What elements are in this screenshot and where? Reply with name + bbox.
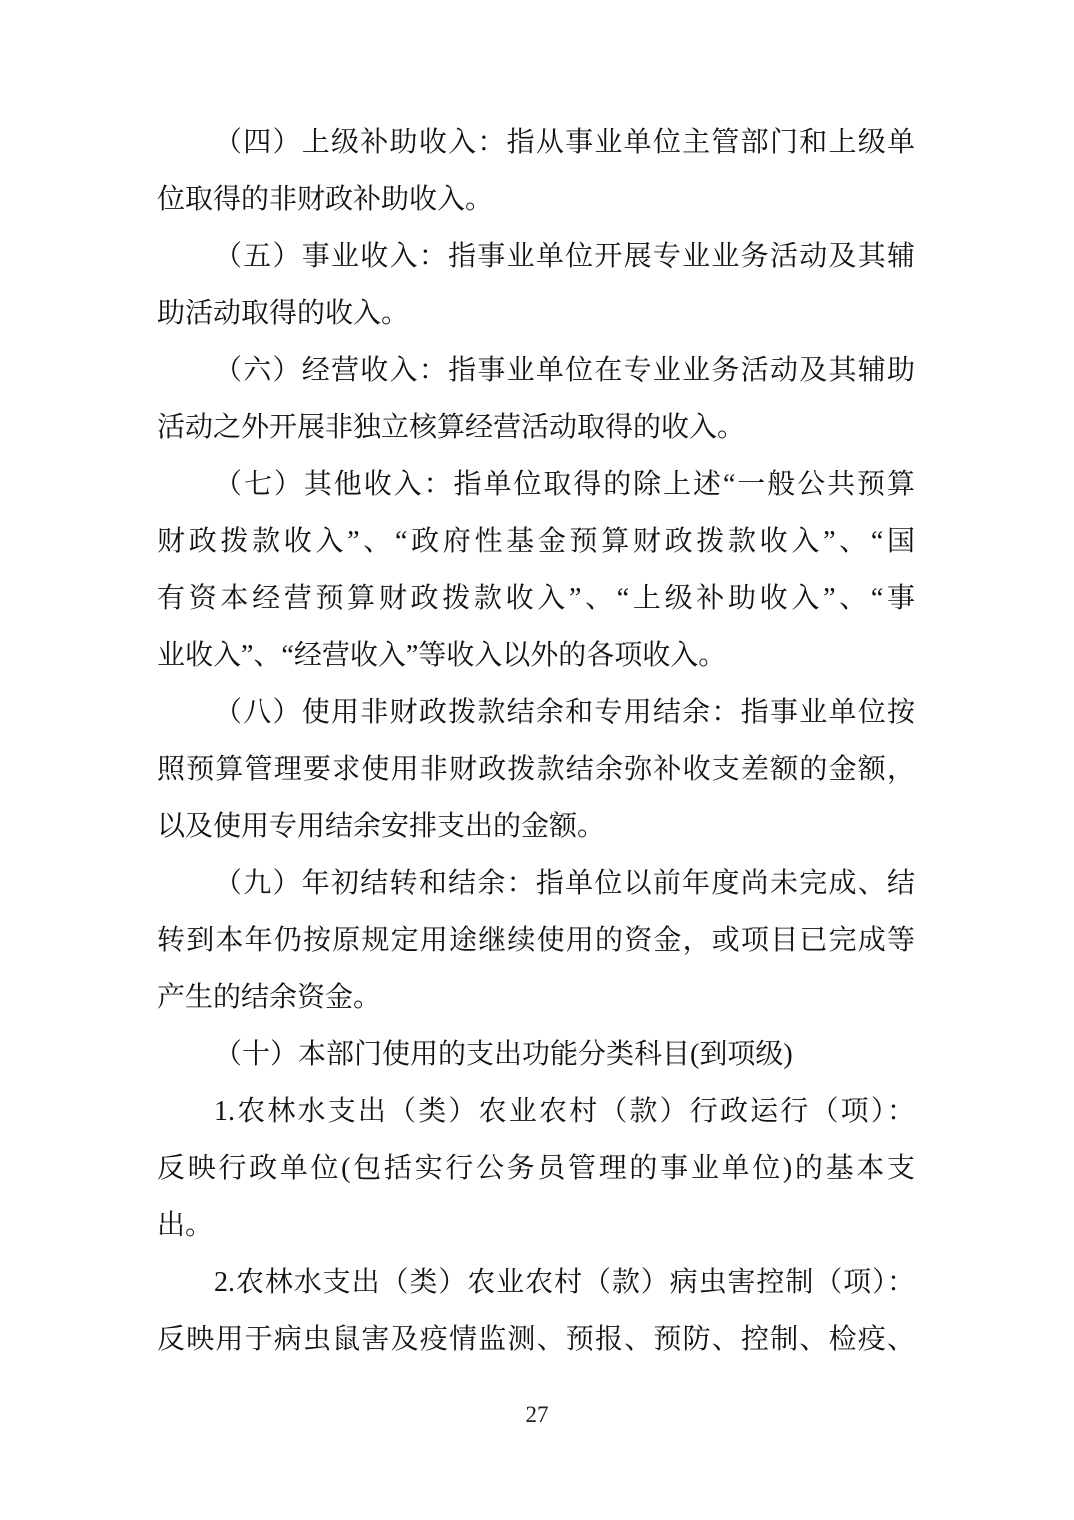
text-line: 反映行政单位(包括实行公务员管理的事业单位)的基本支 bbox=[157, 1153, 915, 1184]
text-line: 助活动取得的收入。 bbox=[157, 298, 410, 329]
text-line: （八）使用非财政拨款结余和专用结余：指事业单位按 bbox=[214, 697, 915, 728]
page-footer bbox=[0, 1402, 1074, 1428]
text-line: 有资本经营预算财政拨款收入”、“上级补助收入”、“事 bbox=[157, 583, 915, 614]
text-line: 业收入”、“经营收入”等收入以外的各项收入。 bbox=[157, 640, 727, 671]
text-line: 反映用于病虫鼠害及疫情监测、预报、预防、控制、检疫、 bbox=[157, 1324, 915, 1355]
text-line: 照预算管理要求使用非财政拨款结余弥补收支差额的金额， bbox=[157, 754, 915, 785]
text-line: （七）其他收入：指单位取得的除上述“一般公共预算 bbox=[214, 469, 915, 500]
text-line: （九）年初结转和结余：指单位以前年度尚未完成、结 bbox=[214, 868, 915, 899]
text-line: 转到本年仍按原规定用途继续使用的资金，或项目已完成等 bbox=[157, 925, 915, 956]
text-line: 位取得的非财政补助收入。 bbox=[157, 184, 494, 215]
text-line: 以及使用专用结余安排支出的金额。 bbox=[157, 811, 606, 842]
text-line: （五）事业收入：指事业单位开展专业业务活动及其辅 bbox=[214, 241, 915, 272]
text-line: （六）经营收入：指事业单位在专业业务活动及其辅助 bbox=[214, 355, 915, 386]
text-line: 活动之外开展非独立核算经营活动取得的收入。 bbox=[157, 412, 746, 443]
text-line: （四）上级补助收入：指从事业单位主管部门和上级单 bbox=[214, 127, 915, 158]
page-number: 27 bbox=[525, 1402, 549, 1427]
document-body bbox=[157, 114, 915, 1368]
text-line: 出。 bbox=[157, 1210, 214, 1241]
text-line: 2.农林水支出（类）农业农村（款）病虫害控制（项）： bbox=[214, 1267, 915, 1298]
text-line: （十）本部门使用的支出功能分类科目(到项级) bbox=[214, 1039, 793, 1070]
text-line: 产生的结余资金。 bbox=[157, 982, 382, 1013]
text-line: 1.农林水支出（类）农业农村（款）行政运行（项）： bbox=[214, 1096, 915, 1127]
text-line: 财政拨款收入”、“政府性基金预算财政拨款收入”、“国 bbox=[157, 526, 915, 557]
